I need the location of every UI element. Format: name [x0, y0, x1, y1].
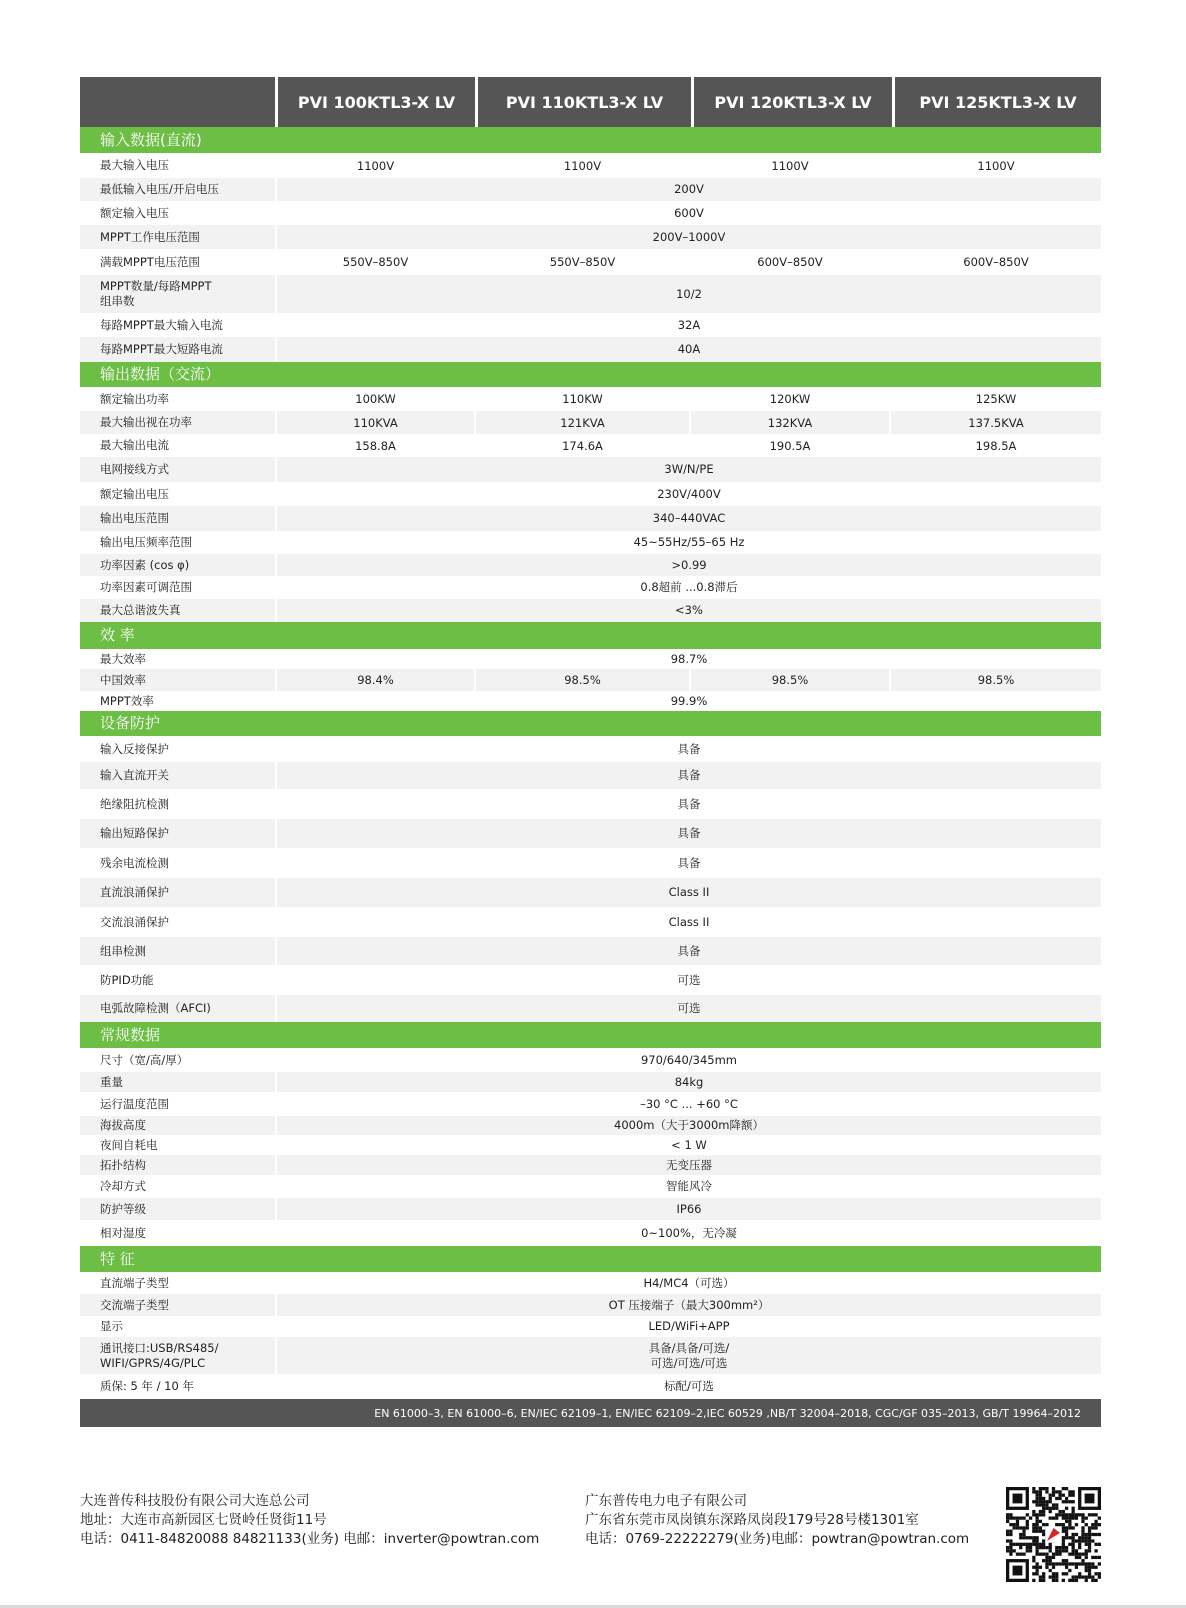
- spec-label: 最大输出视在功率: [100, 415, 192, 429]
- spec-row: [80, 669, 1101, 691]
- spec-label: 中国效率: [100, 672, 146, 687]
- spec-value: 4000m（大于3000m降额）: [275, 1116, 1101, 1135]
- spec-value: 1100V: [689, 153, 889, 178]
- spec-row: [80, 649, 1101, 669]
- spec-row: [80, 337, 1101, 362]
- spec-value: <3%: [275, 599, 1101, 622]
- spec-value: 100KW: [275, 387, 474, 411]
- spec-label: 电弧故障检测（AFCI): [100, 1001, 211, 1015]
- spec-value: 0~100%，无冷凝: [275, 1220, 1101, 1246]
- spec-value: 125KW: [889, 387, 1101, 411]
- spec-row: [80, 965, 1101, 995]
- spec-row: [80, 736, 1101, 762]
- spec-row: [80, 1092, 1101, 1116]
- spec-value: 600V–850V: [889, 249, 1101, 275]
- company-phone: 电话：0411-84820088 84821133(业务) 电邮：inverter@powtran.com: [80, 1531, 540, 1547]
- spec-value: 可选: [275, 965, 1101, 995]
- spec-row: [80, 153, 1101, 178]
- spec-value: 0.8超前 ...0.8滞后: [275, 576, 1101, 599]
- spec-label: 拓扑结构: [100, 1157, 146, 1172]
- spec-label: 显示: [100, 1319, 123, 1333]
- section-title: 常规数据: [80, 1022, 1101, 1048]
- spec-value: 具备: [275, 848, 1101, 878]
- spec-row: [80, 762, 1101, 789]
- contact-guangdong: [585, 1492, 969, 1549]
- spec-row: [80, 1272, 1101, 1294]
- spec-row: [80, 506, 1101, 531]
- section-title: 效 率: [80, 622, 1101, 649]
- spec-value: 98.7%: [275, 649, 1101, 669]
- company-name: 大连普传科技股份有限公司大连总公司: [80, 1493, 310, 1509]
- standards-text: EN 61000–3, EN 61000–6, EN/IEC 62109–1, EN/IEC 62109–2,IEC 60529 ,NB/T 32004–2018, CGC/GF 035–2013, GB/T 19964–2012: [374, 1406, 1081, 1420]
- company-address: 广东省东莞市凤岗镇东深路凤岗段179号28号楼1301室: [585, 1512, 919, 1528]
- spec-label: 通讯接口:USB/RS485/ WIFI/GPRS/4G/PLC: [100, 1340, 219, 1370]
- spec-value: 600V: [275, 201, 1101, 225]
- spec-row: [80, 1116, 1101, 1135]
- spec-label: 电网接线方式: [100, 462, 169, 476]
- spec-label: 组串检测: [100, 943, 146, 958]
- spec-label: 输出电压范围: [100, 511, 169, 525]
- spec-label: MPPT数量/每路MPPT 组串数: [100, 279, 212, 308]
- spec-label: 输入直流开关: [100, 768, 169, 782]
- spec-value: LED/WiFi+APP: [275, 1316, 1101, 1337]
- spec-value: 158.8A: [275, 434, 474, 457]
- spec-value: 550V–850V: [474, 249, 689, 275]
- spec-label: 每路MPPT最大输入电流: [100, 317, 223, 332]
- section-title: 设备防护: [80, 711, 1101, 736]
- spec-label: 海拔高度: [100, 1118, 146, 1132]
- model-header: PVI 120KTL3-X LV: [691, 77, 892, 127]
- spec-row: [80, 848, 1101, 878]
- spec-value: 具备: [275, 762, 1101, 789]
- company-address: 地址：大连市高新园区七贤岭任贤街11号: [80, 1512, 327, 1528]
- spec-label: MPPT工作电压范围: [100, 229, 200, 244]
- spec-value: 174.6A: [474, 434, 689, 457]
- spec-value: 120KW: [689, 387, 889, 411]
- spec-value: 132KVA: [689, 411, 889, 434]
- spec-label: 直流浪涌保护: [100, 885, 169, 899]
- spec-label: 输出电压频率范围: [100, 535, 192, 549]
- model-header: PVI 125KTL3-X LV: [892, 77, 1101, 127]
- spec-value: 标配/可选: [275, 1374, 1101, 1399]
- spec-row: [80, 201, 1101, 225]
- model-header: PVI 100KTL3-X LV: [275, 77, 475, 127]
- spec-row: [80, 1175, 1101, 1198]
- spec-value: 340–440VAC: [275, 506, 1101, 531]
- spec-value: 110KVA: [275, 411, 474, 434]
- spec-value: 3W/N/PE: [275, 457, 1101, 482]
- spec-row: [80, 225, 1101, 249]
- spec-row: [80, 411, 1101, 434]
- spec-value: 具备: [275, 789, 1101, 819]
- spec-label: 夜间自耗电: [100, 1137, 158, 1152]
- spec-value: 110KW: [474, 387, 689, 411]
- spec-label: 交流端子类型: [100, 1297, 169, 1312]
- spec-value: 190.5A: [689, 434, 889, 457]
- spec-value: 具备/具备/可选/ 可选/可选/可选: [275, 1337, 1101, 1374]
- spec-label: 输入反接保护: [100, 741, 169, 756]
- spec-label: 额定输入电压: [100, 205, 169, 220]
- spec-label: 最大效率: [100, 651, 146, 666]
- spec-label: 最低输入电压/开启电压: [100, 182, 219, 196]
- section-title: 特 征: [80, 1246, 1101, 1272]
- spec-label: 额定输出电压: [100, 486, 169, 501]
- section-title: 输入数据(直流): [80, 127, 1101, 153]
- spec-label: 输出短路保护: [100, 826, 169, 840]
- spec-row: [80, 819, 1101, 848]
- spec-row: [80, 178, 1101, 201]
- spec-value: IP66: [275, 1198, 1101, 1220]
- spec-value: 84kg: [275, 1072, 1101, 1092]
- spec-label: 运行温度范围: [100, 1096, 169, 1111]
- spec-row: [80, 599, 1101, 622]
- spec-value: 45~55Hz/55–65 Hz: [275, 531, 1101, 554]
- spec-row: [80, 482, 1101, 506]
- spec-label: 尺寸（宽/高/厚）: [100, 1052, 189, 1067]
- standards-bar: [80, 1399, 1101, 1427]
- spec-row: [80, 937, 1101, 965]
- company-name: 广东普传电力电子有限公司: [585, 1493, 747, 1509]
- spec-value: 可选: [275, 995, 1101, 1022]
- spec-label: 重量: [100, 1074, 123, 1089]
- spec-label: 功率因素可调范围: [100, 580, 192, 594]
- spec-row: [80, 1198, 1101, 1220]
- spec-row: [80, 387, 1101, 411]
- spec-label: 交流浪涌保护: [100, 914, 169, 929]
- spec-row: [80, 531, 1101, 554]
- spec-label: 最大输入电压: [100, 158, 169, 172]
- spec-value: 200V: [275, 178, 1101, 201]
- spec-sections: [80, 127, 1101, 1399]
- spec-value: 600V–850V: [689, 249, 889, 275]
- spec-row: [80, 1294, 1101, 1316]
- spec-value: Class II: [275, 878, 1101, 907]
- qr-code-icon: [1006, 1487, 1101, 1582]
- spec-value: 970/640/345mm: [275, 1048, 1101, 1072]
- spec-row: [80, 907, 1101, 937]
- spec-value: 32A: [275, 313, 1101, 337]
- spec-row: [80, 1337, 1101, 1374]
- spec-label: 质保: 5 年 / 10 年: [100, 1379, 194, 1393]
- spec-table: [80, 77, 1101, 1427]
- spec-value: 121KVA: [474, 411, 689, 434]
- spec-value: 98.5%: [474, 669, 689, 691]
- spec-value: 230V/400V: [275, 482, 1101, 506]
- spec-row: [80, 249, 1101, 275]
- spec-value: 1100V: [474, 153, 689, 178]
- spec-label: 冷却方式: [100, 1179, 146, 1193]
- spec-value: >0.99: [275, 554, 1101, 576]
- spec-value: 99.9%: [275, 691, 1101, 711]
- spec-row: [80, 691, 1101, 711]
- spec-row: [80, 1316, 1101, 1337]
- spec-row: [80, 1374, 1101, 1399]
- spec-row: [80, 878, 1101, 907]
- spec-value: 198.5A: [889, 434, 1101, 457]
- spec-label: 每路MPPT最大短路电流: [100, 342, 223, 356]
- spec-label: 满载MPPT电压范围: [100, 254, 200, 269]
- spec-row: [80, 554, 1101, 576]
- spec-value: 40A: [275, 337, 1101, 362]
- spec-value: 98.4%: [275, 669, 474, 691]
- spec-row: [80, 1220, 1101, 1246]
- spec-value: 137.5KVA: [889, 411, 1101, 434]
- spec-label: 防护等级: [100, 1201, 146, 1216]
- spec-row: [80, 1072, 1101, 1092]
- spec-row: [80, 457, 1101, 482]
- spec-label: 防PID功能: [100, 972, 154, 987]
- spec-label: 相对湿度: [100, 1225, 146, 1240]
- company-phone: 电话：0769-22222279(业务)电邮：powtran@powtran.com: [585, 1531, 970, 1547]
- spec-row: [80, 1135, 1101, 1155]
- spec-row: [80, 275, 1101, 313]
- model-header-row: [80, 77, 1101, 127]
- header-blank-cell: [80, 77, 275, 127]
- spec-value: 98.5%: [689, 669, 889, 691]
- spec-row: [80, 434, 1101, 457]
- spec-value: 具备: [275, 819, 1101, 848]
- spec-row: [80, 1048, 1101, 1072]
- spec-value: 智能风冷: [275, 1175, 1101, 1198]
- spec-row: [80, 313, 1101, 337]
- model-header: PVI 110KTL3-X LV: [475, 77, 691, 127]
- contact-dalian: [80, 1492, 539, 1549]
- spec-value: 具备: [275, 736, 1101, 762]
- spec-row: [80, 789, 1101, 819]
- spec-label: 功率因素 (cos φ): [100, 557, 190, 572]
- spec-label: 绝缘阻抗检测: [100, 796, 169, 811]
- spec-label: 额定输出功率: [100, 391, 169, 406]
- spec-value: H4/MC4（可选）: [275, 1272, 1101, 1294]
- spec-value: 1100V: [275, 153, 474, 178]
- spec-value: Class II: [275, 907, 1101, 937]
- spec-label: MPPT效率: [100, 693, 154, 708]
- spec-row: [80, 995, 1101, 1022]
- spec-value: 无变压器: [275, 1155, 1101, 1175]
- spec-label: 最大总谐波失真: [100, 603, 181, 617]
- spec-value: < 1 W: [275, 1135, 1101, 1155]
- spec-row: [80, 576, 1101, 599]
- spec-label: 直流端子类型: [100, 1275, 169, 1290]
- spec-value: 具备: [275, 937, 1101, 965]
- spec-value: 1100V: [889, 153, 1101, 178]
- spec-row: [80, 1155, 1101, 1175]
- spec-value: 200V–1000V: [275, 225, 1101, 249]
- spec-label: 残余电流检测: [100, 855, 169, 870]
- spec-value: 98.5%: [889, 669, 1101, 691]
- spec-value: OT 压接端子（最大300mm²）: [275, 1294, 1101, 1316]
- spec-value: –30 °C ... +60 °C: [275, 1092, 1101, 1116]
- spec-label: 最大输出电流: [100, 438, 169, 452]
- section-title: 输出数据（交流）: [80, 362, 1101, 387]
- spec-value: 550V–850V: [275, 249, 474, 275]
- spec-value: 10/2: [275, 275, 1101, 313]
